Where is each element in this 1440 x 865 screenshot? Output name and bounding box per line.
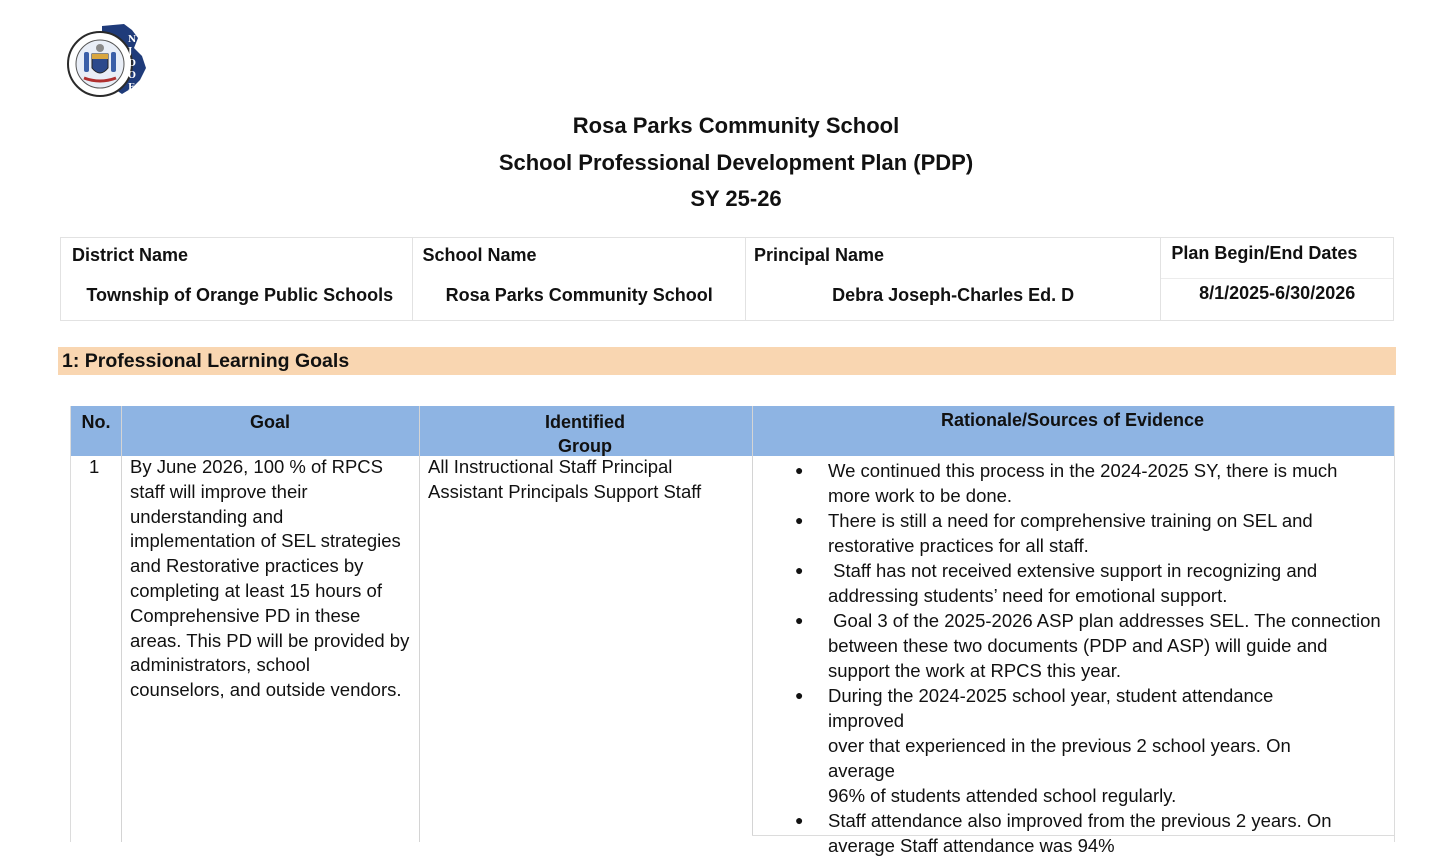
dates-label: Plan Begin/End Dates: [1171, 243, 1358, 263]
goal-line: completing at least 15 hours of: [130, 579, 382, 601]
header-goal: Goal: [249, 412, 290, 432]
school-value: Rosa Parks Community School: [445, 285, 713, 305]
rationale-list: [792, 458, 1381, 858]
bullet-icon: ●: [795, 462, 804, 478]
rationale-item: ● Goal 3 of the 2025-2026 ASP plan addresses SEL. The connection between these two documents (PDP and ASP) will guide and support the work at RPCS this year.: [795, 610, 1381, 681]
dates-value: 8/1/2025-6/30/2026: [1199, 283, 1356, 303]
logo-letter-d: D: [128, 59, 136, 69]
plan-info-table: [60, 237, 1394, 321]
school-year: SY 25-26: [690, 186, 782, 211]
logo-letter-j: J: [128, 47, 133, 57]
district-cell: [61, 238, 413, 320]
bullet-icon: ●: [795, 812, 804, 828]
district-value: Township of Orange Public Schools: [86, 285, 394, 305]
section-title: 1: Professional Learning Goals: [62, 350, 350, 372]
rationale-item: ● There is still a need for comprehensive training on SEL and restorative practices for all staff.: [795, 510, 1313, 556]
logo-letter-o: O: [128, 71, 136, 81]
column-divider-3: [752, 406, 753, 836]
school-title: Rosa Parks Community School: [572, 113, 900, 138]
header-no: No.: [81, 412, 111, 432]
rationale-item: ● Staff attendance also improved from the previous 2 years. On average Staff attendance was 94%: [795, 810, 1332, 856]
logo-letter-n: N: [128, 35, 137, 45]
school-cell: [413, 238, 746, 320]
rationale-item: ● We continued this process in the 2024-2025 SY, there is much more work to be done.: [795, 460, 1338, 506]
goal-line: counselors, and outside vendors.: [130, 679, 402, 701]
bullet-icon: ●: [795, 562, 804, 578]
bullet-icon: ●: [795, 612, 804, 628]
logo-letter-e: E: [128, 83, 135, 93]
rationale-item: ● During the 2024-2025 school year, student attendance improved over that experienced in the previous 2 school years. On average 96% of students attended school regularly.: [795, 685, 1291, 806]
row-number: 1: [89, 456, 100, 477]
dates-divider: [1161, 278, 1393, 279]
group-line: All Instructional Staff Principal: [428, 456, 673, 477]
goal-line: staff will improve their: [130, 480, 308, 502]
bullet-icon: ●: [795, 512, 804, 528]
document-title-block: [0, 108, 1440, 218]
goal-line: implementation of SEL strategies: [130, 530, 401, 552]
header-group-line1: Identified: [545, 412, 625, 432]
goal-line: and Restorative practices by: [130, 555, 364, 577]
header-rationale: Rationale/Sources of Evidence: [940, 410, 1205, 430]
identified-group-text: [428, 455, 743, 505]
plan-title: School Professional Development Plan (PDP): [498, 149, 974, 175]
goal-line: areas. This PD will be provided by: [130, 629, 410, 651]
goal-line: understanding and: [130, 505, 284, 527]
goal-line: Comprehensive PD in these: [130, 604, 361, 626]
principal-label: Principal Name: [753, 245, 885, 265]
goal-line: administrators, school: [130, 654, 310, 676]
rationale-item: ● Staff has not received extensive support in recognizing and addressing students’ need for emotional support.: [795, 560, 1318, 606]
principal-cell: [746, 238, 1161, 320]
header-group-line2: Group: [558, 436, 612, 456]
nj-doe-logo: [62, 22, 148, 102]
section-header-bar: [58, 347, 1396, 375]
goal-line: By June 2026, 100 % of RPCS: [130, 456, 383, 477]
nj-doe-seal-icon: [62, 22, 148, 102]
header-group: [419, 406, 751, 456]
column-divider-1: [121, 406, 122, 842]
group-line: Assistant Principals Support Staff: [428, 480, 702, 502]
principal-value: Debra Joseph-Charles Ed. D: [832, 285, 1075, 305]
bullet-icon: ●: [795, 687, 804, 703]
dates-cell: [1161, 238, 1393, 320]
district-label: District Name: [72, 245, 189, 265]
school-label: School Name: [422, 245, 537, 265]
goal-text: [130, 455, 420, 703]
